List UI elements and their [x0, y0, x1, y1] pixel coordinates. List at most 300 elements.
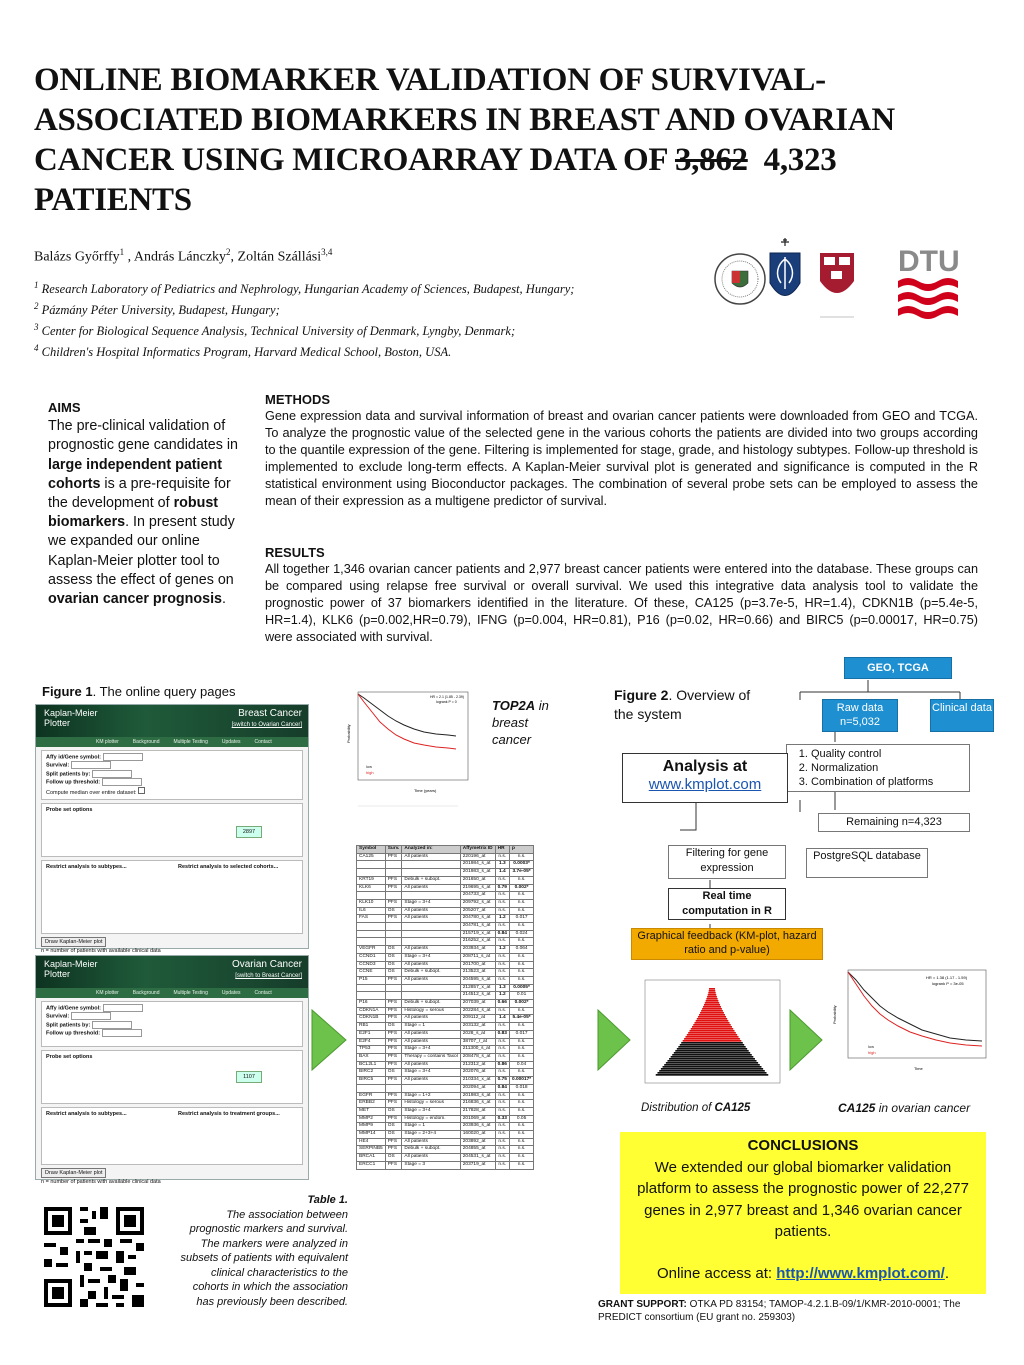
distribution-bar	[659, 1070, 765, 1072]
table-cell: MMP2	[357, 1115, 386, 1123]
clinical-data-box: Clinical data	[930, 699, 994, 732]
table-cell: 0.002*	[509, 884, 533, 892]
table-cell: PFS	[385, 884, 402, 892]
table-cell: n.s.	[509, 1161, 533, 1169]
table-cell	[385, 938, 402, 946]
table-cell: OS	[385, 1131, 402, 1139]
distribution-bar	[696, 1020, 729, 1022]
table-cell: Histology = endom.	[402, 1115, 460, 1123]
nav-item[interactable]: KM plotter	[96, 739, 119, 745]
table-cell: 204781_s_at	[460, 923, 495, 931]
table-cell: BIRC5	[357, 1077, 386, 1085]
table-cell: EGFR	[357, 1092, 386, 1100]
flow-arrows	[600, 650, 1000, 970]
table-cell: PFS	[385, 899, 402, 907]
table-row	[357, 1146, 534, 1154]
table-header-row: Symbol Surv. Analyzed in: Affymetrix ID HR p	[357, 846, 534, 854]
table-cell: n.s.	[509, 953, 533, 961]
table-cell: Debulk + subopt.	[402, 1000, 460, 1008]
table-cell	[357, 1084, 386, 1092]
affiliation-3: $^3$ Center for Biological Sequence Analysis, Technical University of Denmark, Lyngby, Denmark;	[34, 322, 516, 339]
table-row	[357, 915, 534, 923]
distribution-bar	[701, 1010, 723, 1012]
table-row	[357, 1092, 534, 1100]
table-row	[357, 946, 534, 954]
table-row	[357, 876, 534, 884]
table-cell: All patients	[402, 1138, 460, 1146]
nav-item[interactable]: KM plotter	[96, 990, 119, 996]
table-row	[357, 907, 534, 915]
table-cell: 0.86	[495, 1061, 509, 1069]
gene-input[interactable]	[103, 753, 143, 761]
table-cell: n.s.	[495, 1146, 509, 1154]
table-cell: 204855_at	[460, 1146, 495, 1154]
table-cell	[385, 923, 402, 931]
figure1-caption: Figure 1. The online query pages	[42, 684, 236, 699]
table-cell: 0.0005*	[509, 984, 533, 992]
table-cell: OS	[385, 969, 402, 977]
svg-text:logrank P = 0: logrank P = 0	[436, 700, 457, 704]
table-cell: n.s.	[509, 923, 533, 931]
table-cell: 1.2	[495, 946, 509, 954]
table-cell: Histology = serous	[402, 1007, 460, 1015]
conclusions-box	[620, 1132, 986, 1294]
distribution-bar	[703, 1006, 721, 1008]
table-cell: 216252_x_at	[460, 938, 495, 946]
table-row	[357, 1131, 534, 1139]
table-cell: 216836_s_at	[460, 1100, 495, 1108]
table-cell: Stage = 1+2	[402, 1092, 460, 1100]
struck-count: 3,862	[674, 142, 748, 178]
table-cell: n.s.	[495, 1038, 509, 1046]
table-cell: PFS	[385, 1115, 402, 1123]
table-cell: Stage = 2+3+4	[402, 1131, 460, 1139]
grant-support: GRANT SUPPORT: OTKA PD 83154; TAMOP-4.2.1.B-09/1/KMR-2010-0001; The PREDICT consortium (EU grant no. 259303)	[598, 1299, 961, 1323]
table-cell: OS	[385, 1069, 402, 1077]
table-cell	[402, 923, 460, 931]
table-row	[357, 1154, 534, 1162]
kmplot-header: Kaplan-Meier Plotter Ovarian Cancer [switch to Breast Cancer]	[36, 956, 308, 988]
table-cell: 0.002*	[509, 1000, 533, 1008]
table-cell: 0.84	[495, 930, 509, 938]
nav-item[interactable]: Contact	[254, 990, 272, 996]
remaining-box: Remaining n=4,323	[818, 813, 970, 832]
table-cell: OS	[385, 1154, 402, 1162]
table1	[356, 845, 534, 1170]
svg-text:high: high	[366, 770, 374, 775]
table-cell: 217828_at	[460, 1107, 495, 1115]
distribution-bar	[708, 992, 715, 994]
table-cell: n.s.	[509, 892, 533, 900]
table-cell: n.s.	[495, 938, 509, 946]
note-text: n = number of patients with available clinical data	[41, 948, 161, 954]
table-cell	[402, 869, 460, 877]
table-cell: PFS	[385, 1092, 402, 1100]
academy-seal-logo	[715, 254, 765, 304]
restrict-options: Restrict analysis to subtypes... Restrict analysis to selected cohorts...	[41, 860, 303, 934]
note-text: n = number of patients with available clinical data	[41, 1179, 161, 1185]
table-cell: BCL2L1	[357, 1061, 386, 1069]
table-cell: n.s.	[495, 899, 509, 907]
table-row	[357, 953, 534, 961]
table-cell: All patients	[402, 946, 460, 954]
table-cell: 0.04	[509, 1061, 533, 1069]
table-cell: n.s.	[495, 876, 509, 884]
analysis-box: Analysis at www.kmplot.com	[622, 753, 788, 803]
table-cell: n.s.	[495, 961, 509, 969]
svg-text:Probability: Probability	[346, 724, 351, 743]
aims-heading: AIMS	[48, 400, 81, 415]
table-cell: 0.79	[495, 884, 509, 892]
methods-text: Gene expression data and survival information of breast and ovarian cancer patients were downloaded from GEO and TCGA. To analyze the prognostic value of the selected gene in the various cohorts the patients are divided into two groups according to the quantile expression of the gene. Filtering is implemented for stage, grade, and histology subtypes. Follow-up threshold is implemented to exclude long-term effects. A Kaplan-Meier survival plot is generated and significance is computed in the R statistical environment using Bioconductor packages. The combination of several probe sets can be employed to assess the mean of their expression as a multigene predictor of survival.	[265, 409, 978, 508]
results-section	[265, 544, 978, 646]
table-cell: BRCA1	[357, 1154, 386, 1162]
geo-tcga-box: GEO, TCGA	[844, 657, 952, 677]
table-cell: 0.0003*	[509, 861, 533, 869]
table-row	[357, 1123, 534, 1131]
table-cell: PFS	[385, 1046, 402, 1054]
nav-item[interactable]: Background	[132, 739, 160, 745]
table-cell: PFS	[385, 1100, 402, 1108]
table-cell: 1.2	[495, 915, 509, 923]
table-row	[357, 961, 534, 969]
table-cell: PFS	[385, 1015, 402, 1023]
table-cell: BAX	[357, 1053, 386, 1061]
table-row	[357, 899, 534, 907]
table-cell: PFS	[385, 1138, 402, 1146]
top2a-caption: TOP2A in breast cancer	[492, 698, 549, 747]
table-cell: 209792_s_at	[460, 899, 495, 907]
figure2-caption: Figure 2. Overview of the system	[614, 687, 751, 722]
online-access: Online access at: http://www.kmplot.com/.	[656, 1264, 949, 1282]
table-cell: n.s.	[509, 1038, 533, 1046]
median-checkbox[interactable]	[138, 787, 145, 794]
table-cell: OS	[385, 946, 402, 954]
table-cell: 207039_at	[460, 1000, 495, 1008]
table-cell: 205207_at	[460, 907, 495, 915]
results-heading: RESULTS	[265, 545, 325, 560]
distribution-bar	[684, 1038, 740, 1040]
table-cell: 0.75	[495, 1077, 509, 1085]
ca125-km-caption: CA125 in ovarian cancer	[838, 1101, 971, 1115]
table-cell: PFS	[385, 915, 402, 923]
table-cell: CDKN1B	[357, 1015, 386, 1023]
probe-options: Probe set options 2897	[41, 803, 303, 857]
table-cell: 204780_s_at	[460, 915, 495, 923]
table-cell: OS	[385, 953, 402, 961]
feedback-box: Graphical feedback (KM-plot, hazard ratio and p-value)	[631, 928, 823, 960]
probe-options: Probe set options 1107	[41, 1050, 303, 1104]
table-cell: 203132_at	[460, 1023, 495, 1031]
table-cell	[402, 892, 460, 900]
table-cell: n.s.	[495, 1092, 509, 1100]
table-row	[357, 1015, 534, 1023]
qr-code	[40, 1203, 148, 1311]
svg-text:low: low	[868, 1044, 875, 1049]
table-cell: n.s.	[495, 1138, 509, 1146]
query-form: Affy id/Gene symbol: Survival: Split patients by: Follow up threshold:	[41, 1001, 303, 1047]
switch-cancer-link[interactable]: [switch to Ovarian Cancer]	[231, 722, 302, 728]
table-cell: SERPINB5	[357, 1146, 386, 1154]
table-cell: E2F4	[357, 1038, 386, 1046]
table-cell: Stage = 3+4	[402, 899, 460, 907]
table-cell: VEGFR	[357, 946, 386, 954]
table-cell: BIRC2	[357, 1069, 386, 1077]
table-cell: Stage = 3+4	[402, 1107, 460, 1115]
table-cell: 202094_at	[460, 1084, 495, 1092]
table-cell: n.s.	[509, 969, 533, 977]
methods-heading: METHODS	[265, 392, 330, 407]
table-row	[357, 1161, 534, 1169]
green-arrow-1	[596, 1000, 632, 1080]
table-cell: 220196_at	[460, 853, 495, 861]
distribution-bar	[708, 994, 717, 996]
table-cell: 208711_s_at	[460, 953, 495, 961]
distribution-bar	[667, 1060, 756, 1062]
table-cell: Stage = 1	[402, 1023, 460, 1031]
table-row	[357, 853, 534, 861]
table-cell: 160020_at	[460, 1131, 495, 1139]
table-cell: n.s.	[495, 853, 509, 861]
table-cell: PFS	[385, 1038, 402, 1046]
ca125-km-plot	[822, 966, 990, 1096]
table-row	[357, 1046, 534, 1054]
table-cell: n.s.	[509, 938, 533, 946]
table-cell: n.s.	[509, 1146, 533, 1154]
table-row	[357, 1138, 534, 1146]
table-cell: 203934_at	[460, 946, 495, 954]
table-row	[357, 1077, 534, 1085]
table-cell: 214512_s_at	[460, 992, 495, 1000]
table-cell: PFS	[385, 1000, 402, 1008]
filtering-box: Filtering for gene expression	[668, 845, 786, 879]
table-cell: n.s.	[495, 1007, 509, 1015]
table-cell: 2028_s_at	[460, 1030, 495, 1038]
table-cell: n.s.	[495, 1053, 509, 1061]
table-row	[357, 1069, 534, 1077]
table-cell: All patients	[402, 1154, 460, 1162]
split-select[interactable]	[92, 1021, 132, 1029]
table-row	[357, 884, 534, 892]
table-row	[357, 861, 534, 869]
table-cell: TP53	[357, 1046, 386, 1054]
processing-steps: 1. Quality control 2. Normalization 3. Combination of platforms	[786, 744, 970, 792]
table-cell: All patients	[402, 1030, 460, 1038]
svg-text:Time: Time	[914, 1066, 923, 1071]
table-row	[357, 1007, 534, 1015]
table-cell: PFS	[385, 1146, 402, 1154]
kmplot-link[interactable]: www.kmplot.com	[648, 776, 762, 793]
table1-caption: Table 1. The association between prognostic markers and survival. The markers were analyzed in subsets of patients with equivalent clinical characteristics to the cohorts in which the association has previously been described.	[180, 1194, 348, 1308]
table-cell: 201650_at	[460, 876, 495, 884]
distribution-bar	[698, 1016, 726, 1018]
survival-select[interactable]	[71, 1012, 111, 1020]
table-cell: KRT19	[357, 876, 386, 884]
table-cell	[402, 938, 460, 946]
table-row	[357, 1115, 534, 1123]
table-cell: n.s.	[509, 976, 533, 984]
table-cell: All patients	[402, 961, 460, 969]
svg-text:Probability: Probability	[832, 1005, 837, 1024]
table-cell: PFS	[385, 1007, 402, 1015]
table-cell: 204733_at	[460, 892, 495, 900]
table-cell: IL6	[357, 907, 386, 915]
table-cell: PFS	[385, 1061, 402, 1069]
distribution-bar	[672, 1054, 752, 1056]
table-cell: 212312_at	[460, 1061, 495, 1069]
table-cell: MET	[357, 1107, 386, 1115]
table-cell	[385, 984, 402, 992]
table-cell: 210334_x_at	[460, 1077, 495, 1085]
nav-item[interactable]: Multiple Testing	[173, 739, 208, 745]
restrict-options: Restrict analysis to subtypes... Restrict analysis to treatment groups...	[41, 1107, 303, 1165]
table-cell: 204531_s_at	[460, 1154, 495, 1162]
table-cell	[402, 930, 460, 938]
distribution-bar	[688, 1032, 736, 1034]
table-cell: n.s.	[495, 1154, 509, 1162]
followup-select[interactable]	[102, 1029, 142, 1037]
table-cell: FAS	[357, 915, 386, 923]
nav-item[interactable]: Contact	[254, 739, 272, 745]
table-cell: n.s.	[509, 1138, 533, 1146]
table-row	[357, 1107, 534, 1115]
table-cell: n.s.	[495, 1023, 509, 1031]
table-cell: PFS	[385, 853, 402, 861]
table-cell: 1.4	[495, 869, 509, 877]
kmplot-ovarian-panel	[35, 955, 309, 1185]
ca125-distribution-plot	[630, 978, 785, 1093]
svg-text:HR = 2.1 (1.85 - 2.39): HR = 2.1 (1.85 - 2.39)	[430, 695, 464, 699]
switch-cancer-link[interactable]: [switch to Breast Cancer]	[235, 973, 302, 979]
table-cell	[357, 930, 386, 938]
draw-plot-button[interactable]: Draw Kaplan-Meier plot	[41, 1168, 106, 1178]
table-cell: 1.2	[495, 992, 509, 1000]
table-cell: P15	[357, 976, 386, 984]
table-row	[357, 992, 534, 1000]
table-cell: 5.4e-05*	[509, 1015, 533, 1023]
table-cell: All patients	[402, 976, 460, 984]
nav-item[interactable]: Updates	[221, 739, 241, 745]
followup-select[interactable]	[102, 778, 142, 786]
table-row	[357, 869, 534, 877]
survival-select[interactable]	[71, 761, 111, 769]
table-cell: 201700_at	[460, 961, 495, 969]
nav-item[interactable]: Multiple Testing	[173, 990, 208, 996]
affiliations	[34, 277, 714, 362]
table-cell: All patients	[402, 907, 460, 915]
methods-section	[265, 391, 978, 510]
table-cell: n.s.	[495, 923, 509, 931]
table-cell: 202076_at	[460, 1069, 495, 1077]
gene-input[interactable]	[103, 1004, 143, 1012]
split-select[interactable]	[92, 770, 132, 778]
institution-logos	[710, 233, 990, 323]
table-cell: 201069_at	[460, 1115, 495, 1123]
kmplot-url-link[interactable]: http://www.kmplot.com/	[776, 1264, 945, 1282]
results-text: All together 1,346 ovarian cancer patients and 2,977 breast cancer patients were entered into the database. These groups can be compared using relapse free survival or overall survival. We used this integrative data analysis tool to validate the prognostic power of 37 biomarkers identified in the literature. Of these, CA125 (p=3.7e-5, HR=1.4), CDKN1B (p=5.4e-5, HR=1.4), KLK6 (p=0.002,HR=0.79), IFNG (p=0.004, HR=0.81), P16 (p=0.02, HR=0.66) and BIRC5 (p=0.00017, HR=0.75) were associated with survival.	[265, 562, 978, 644]
table-cell	[385, 869, 402, 877]
table-cell: 204595_s_at	[460, 976, 495, 984]
query-form: Affy id/Gene symbol: Survival: Split patients by: Follow up threshold: Compute median over entire dataset:	[41, 750, 303, 800]
table-cell: All patients	[402, 1077, 460, 1085]
table-cell: n.s.	[509, 1131, 533, 1139]
table-row	[357, 930, 534, 938]
table-cell	[357, 984, 386, 992]
distribution-bar	[700, 1012, 724, 1014]
table-cell: n.s.	[495, 1131, 509, 1139]
table-cell: Histology = serous	[402, 1100, 460, 1108]
distribution-bar	[705, 1002, 719, 1004]
table-cell: ERCC1	[357, 1161, 386, 1169]
draw-plot-button[interactable]: Draw Kaplan-Meier plot	[41, 937, 106, 947]
table-cell: ERBB2	[357, 1100, 386, 1108]
distribution-bar	[693, 1024, 730, 1026]
table-cell: n.s.	[495, 1107, 509, 1115]
table-cell: KLK6	[357, 884, 386, 892]
table-row	[357, 1023, 534, 1031]
new-count: 4,323	[763, 142, 837, 178]
table-cell: 201984_s_at	[460, 861, 495, 869]
table-cell	[357, 923, 386, 931]
table-cell: All patients	[402, 1038, 460, 1046]
table-cell: PFS	[385, 1030, 402, 1038]
table-cell: PFS	[385, 1161, 402, 1169]
kmplot-nav	[36, 737, 308, 747]
kmplot-breast-panel	[35, 704, 309, 954]
table-cell: 208478_s_at	[460, 1053, 495, 1061]
distribution-bar	[694, 1022, 729, 1024]
conclusions-text: We extended our global biomarker validation platform to assess the prognostic power of 22,277 genes in 2,977 breast and 1,346 ovarian cancer patients.	[637, 1158, 969, 1240]
kmplot-header: Kaplan-Meier Plotter Breast Cancer [switch to Ovarian Cancer]	[36, 705, 308, 737]
table-cell: 212857_x_at	[460, 984, 495, 992]
distribution-bar	[706, 998, 717, 1000]
distribution-bar	[702, 1008, 722, 1010]
affiliation-4: $^4$ Children's Hospital Informatics Program, Harvard Medical School, Boston, USA.	[34, 343, 452, 360]
table-cell: 202284_s_at	[460, 1007, 495, 1015]
table-cell: KLK10	[357, 899, 386, 907]
distribution-bar	[691, 1028, 733, 1030]
table-cell: n.s.	[495, 1100, 509, 1108]
table-cell: PFS	[385, 1077, 402, 1085]
svg-text:Time (years): Time (years)	[414, 788, 437, 793]
table-cell: 0.00017*	[509, 1077, 533, 1085]
distribution-bar	[661, 1068, 763, 1070]
nav-item[interactable]: Background	[132, 990, 160, 996]
table-cell: n.s.	[495, 892, 509, 900]
svg-text:low: low	[366, 764, 373, 769]
table-cell: n.s.	[495, 969, 509, 977]
table-cell: n.s.	[509, 1092, 533, 1100]
table-cell	[402, 984, 460, 992]
table-cell	[357, 938, 386, 946]
table-row	[357, 1030, 534, 1038]
table-row	[357, 1000, 534, 1008]
table-cell: Stage = 3+4	[402, 1069, 460, 1077]
table-cell: n.s.	[509, 1007, 533, 1015]
table-cell: n.s.	[509, 1023, 533, 1031]
table-cell: 38707_r_at	[460, 1038, 495, 1046]
table-cell	[385, 1084, 402, 1092]
table-cell: n.s.	[495, 1123, 509, 1131]
table-cell: n.s.	[509, 1069, 533, 1077]
biomarker-table	[356, 845, 534, 1170]
harvard-shield-logo	[820, 253, 854, 317]
table-row	[357, 1061, 534, 1069]
distribution-bar	[692, 1026, 732, 1028]
distribution-bar	[699, 1014, 725, 1016]
table-cell: 0.01	[509, 992, 533, 1000]
nav-item[interactable]: Updates	[221, 990, 241, 996]
